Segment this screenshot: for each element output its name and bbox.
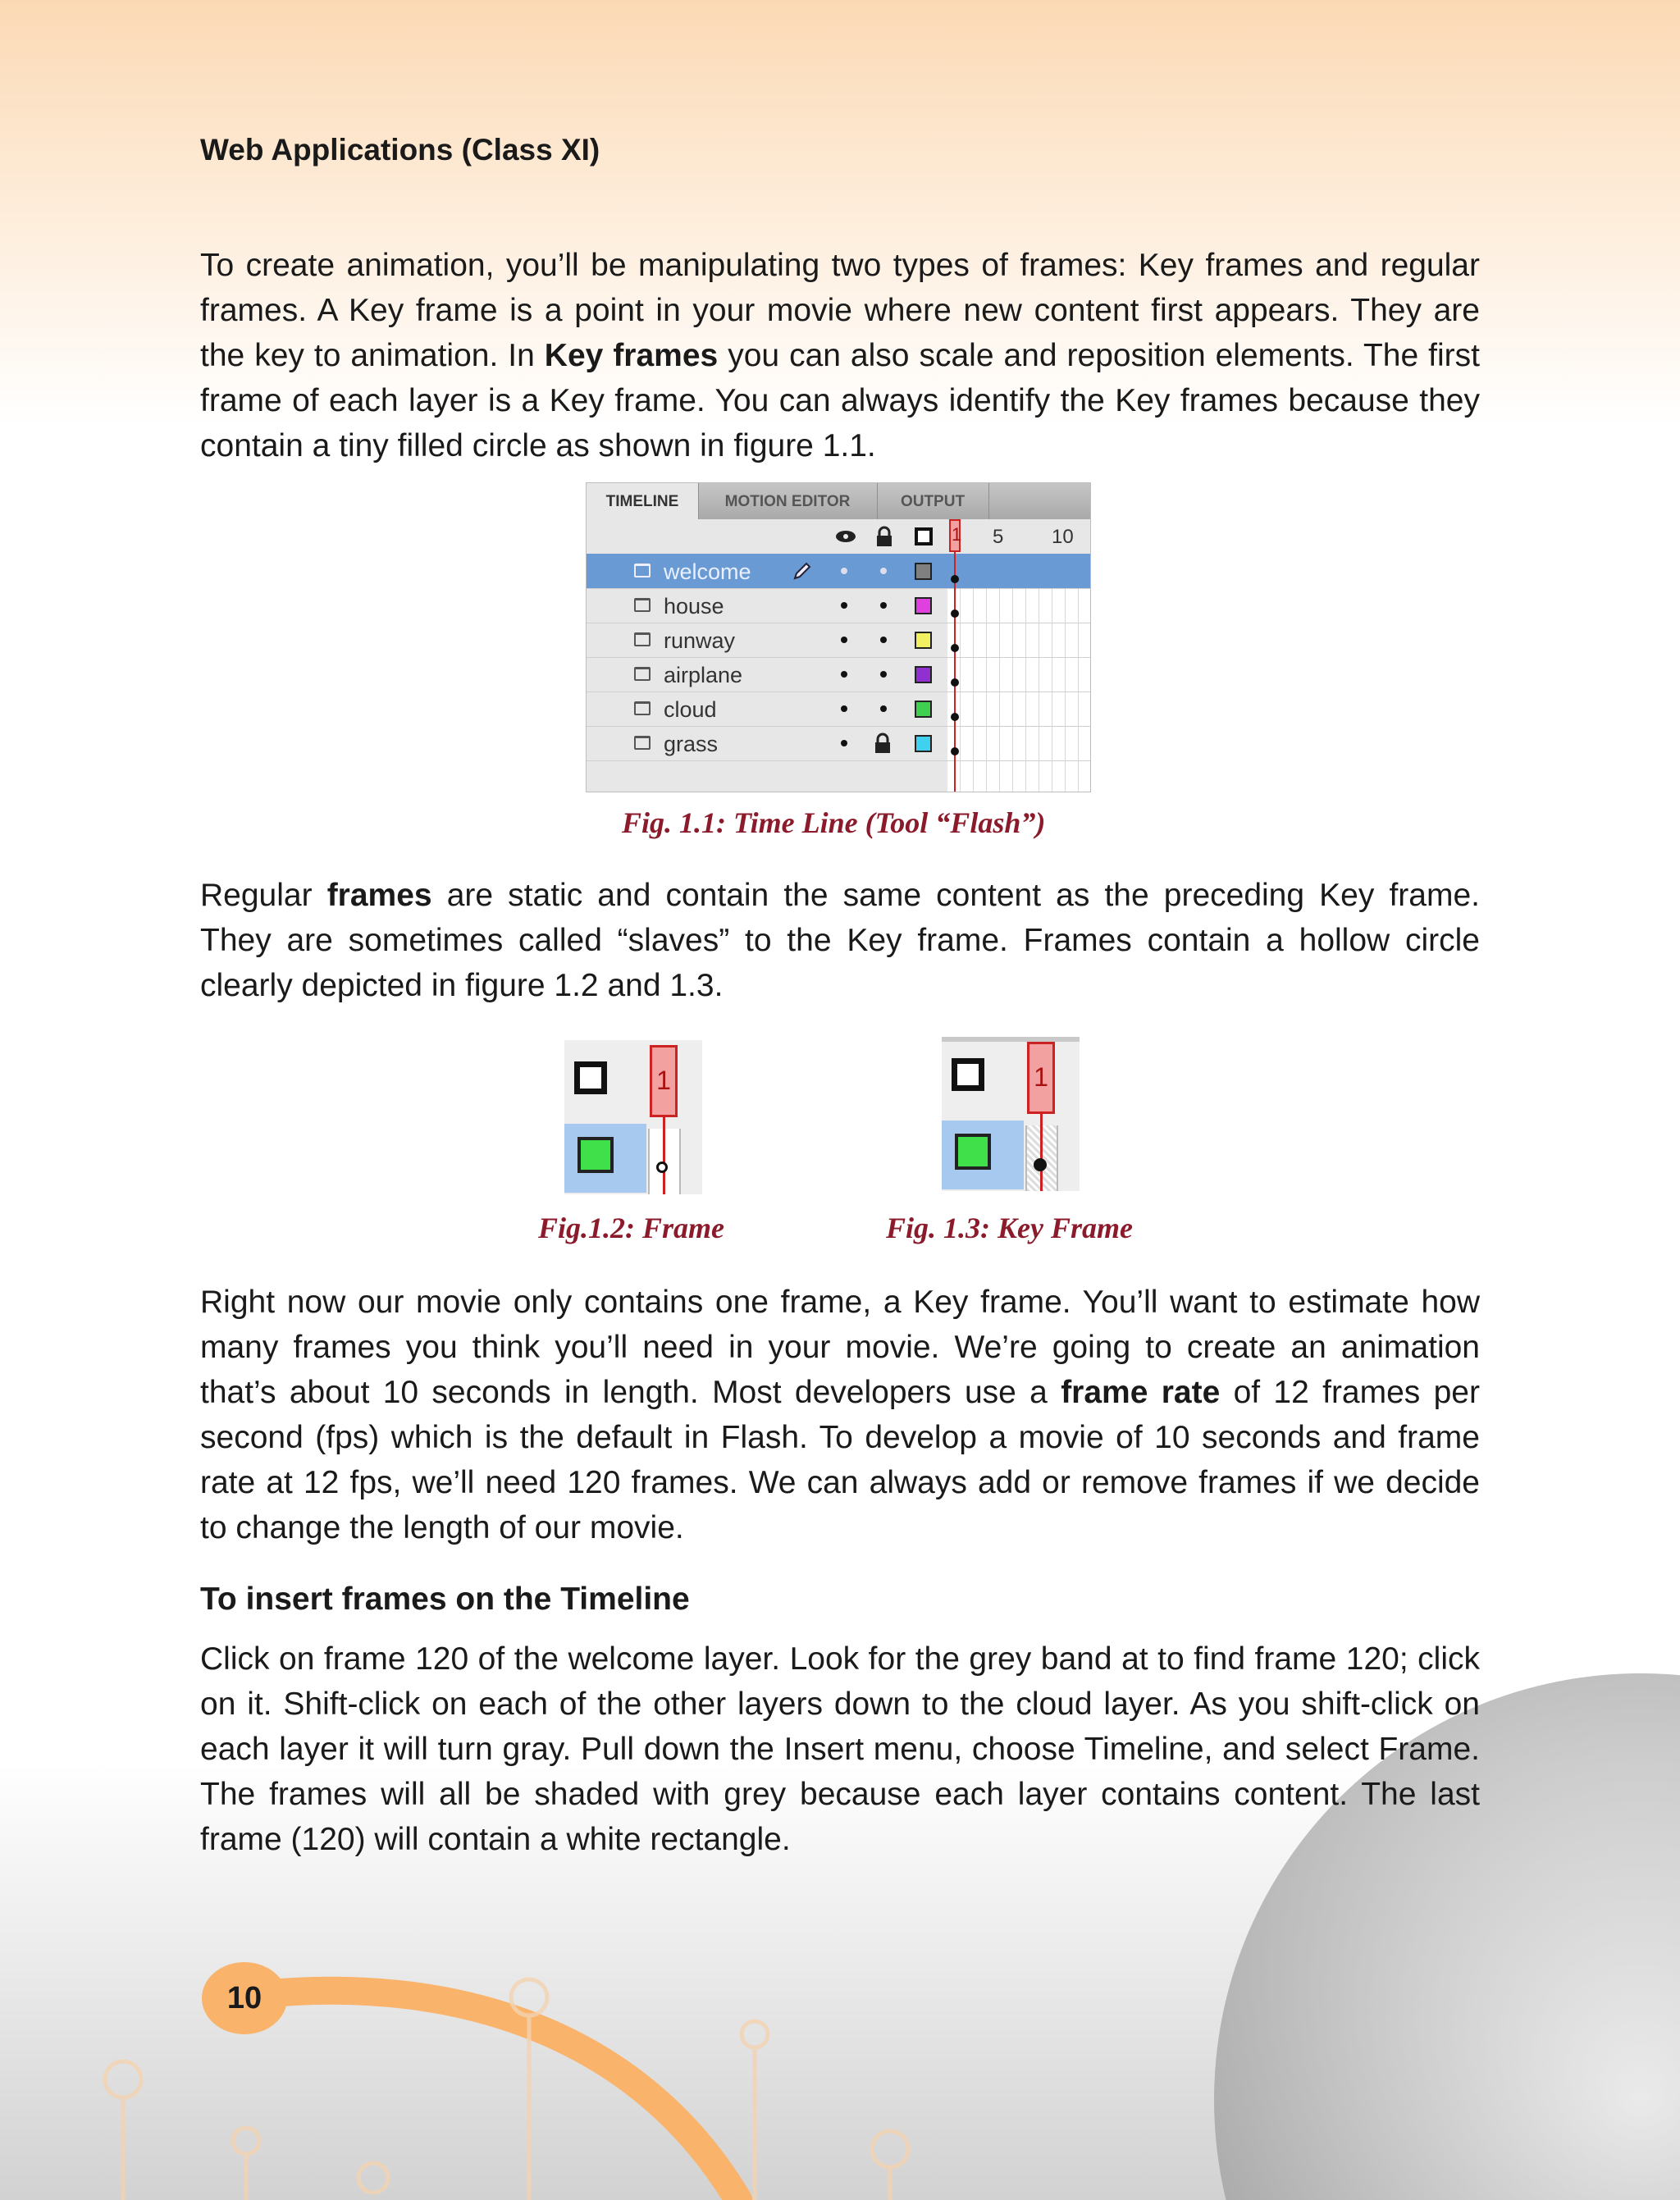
layer-row-cloud[interactable]	[587, 691, 1090, 727]
lock-icon[interactable]	[875, 526, 893, 547]
outline-icon[interactable]	[915, 527, 933, 545]
layer-icon	[634, 564, 651, 577]
layer-row-runway[interactable]	[587, 623, 1090, 658]
outline-icon	[574, 1061, 607, 1094]
layer-icon	[634, 632, 651, 646]
tab-output[interactable]: OUTPUT	[877, 483, 989, 519]
visibility-dot[interactable]	[841, 705, 847, 712]
visibility-dot[interactable]	[841, 568, 847, 574]
playhead-line	[954, 552, 956, 792]
layer-icon	[634, 598, 651, 612]
playhead-line	[1040, 1114, 1043, 1191]
figure-caption-1-2: Fig.1.2: Frame	[538, 1212, 725, 1244]
playhead: 1	[1027, 1042, 1055, 1114]
timeline-tabs	[587, 483, 1090, 519]
layer-name: runway	[664, 628, 736, 653]
paragraph-frame-rate: Right now our movie only contains one frame, a Key frame. You’ll want to estimate how many frames you think you’ll need in your movie. We’re going to create an animation that’s about 10 seconds in length. Most developers use a frame rate of 12 frames per second (fps) which is the default in Flash. To develop a movie of 10 seconds and frame rate at 12 fps, we’ll need 120 frames. We can always add or remove frames if we decide to change the length of our movie.	[200, 1285, 1480, 1545]
keyframe-dot	[951, 713, 959, 721]
lock-dot[interactable]	[880, 705, 887, 712]
layer-color-swatch[interactable]	[915, 735, 932, 752]
keyframe-dot	[951, 575, 959, 583]
keyframe-dot	[951, 609, 959, 618]
playhead: 1	[650, 1045, 678, 1117]
visibility-dot[interactable]	[841, 602, 847, 609]
playhead[interactable]	[949, 519, 961, 552]
layer-row-house[interactable]	[587, 588, 1090, 623]
layer-row-airplane[interactable]	[587, 657, 1090, 692]
frame-number-10: 10	[1052, 526, 1074, 548]
frame-figure	[564, 1040, 702, 1194]
layer-color-swatch	[578, 1137, 614, 1173]
lock-dot[interactable]	[880, 671, 887, 678]
playhead-line	[663, 1117, 665, 1194]
timeline-panel	[586, 482, 1091, 792]
figure-caption-1-1: Fig. 1.1: Time Line (Tool “Flash”)	[622, 806, 1046, 839]
tab-timeline[interactable]: TIMELINE	[587, 483, 699, 519]
filled-circle-icon	[1034, 1158, 1047, 1171]
eye-icon[interactable]	[835, 529, 856, 544]
tab-motion-editor[interactable]: MOTION EDITOR	[698, 483, 878, 519]
paragraph-key-frames: To create animation, you’ll be manipulating two types of frames: Key frames and regular frames. A Key frame is a point in your movie where new content first appears. They are the key to animation. In Key frames you can also scale and reposition elements. The first frame of each layer is a Key frame. You can always identify the Key frames because they contain a tiny filled circle as shown in figure 1.1.	[200, 248, 1480, 463]
layer-name: cloud	[664, 697, 717, 722]
lock-dot[interactable]	[880, 602, 887, 609]
subheading-insert-frames: To insert frames on the Timeline	[200, 1582, 690, 1617]
layer-icon	[634, 667, 651, 681]
page-number: 10	[202, 1962, 287, 2034]
pencil-icon	[792, 560, 813, 582]
timeline-header	[587, 519, 1090, 554]
layer-color-swatch[interactable]	[915, 597, 932, 614]
visibility-dot[interactable]	[841, 637, 847, 643]
layer-name: house	[664, 594, 724, 618]
paragraph-insert-frames: Click on frame 120 of the welcome layer. Look for the grey band at to find frame 120; click on it. Shift-click on each of the other layers down to the cloud layer. As you shift-click on each layer it will turn gray. Pull down the Insert menu, choose Timeline, and select Frame. The frames will all be shaded with grey because each layer contains content. The last frame (120) will contain a white rectangle.	[200, 1641, 1480, 1857]
top-border	[942, 1037, 1080, 1042]
frame-number-1: 1	[952, 524, 962, 545]
key-frame-figure	[942, 1037, 1080, 1191]
bold-frames: frames	[326, 878, 432, 913]
visibility-dot[interactable]	[841, 671, 847, 678]
keyframe-dot	[951, 747, 959, 755]
layer-color-swatch[interactable]	[915, 563, 932, 580]
bold-frame-rate: frame rate	[1061, 1375, 1221, 1410]
paragraph-regular-frames: Regular frames are static and contain the same content as the preceding Key frame. They are sometimes called “slaves” to the Key frame. Frames contain a hollow circle clearly depicted in figure 1.2 and 1.3.	[200, 878, 1480, 1003]
layer-name: grass	[664, 732, 719, 756]
layer-lock-icon[interactable]	[874, 733, 892, 754]
layer-color-swatch[interactable]	[915, 666, 932, 683]
lock-dot[interactable]	[880, 568, 887, 574]
visibility-dot[interactable]	[841, 740, 847, 746]
hollow-circle-icon	[656, 1162, 668, 1173]
layer-row-welcome[interactable]	[587, 554, 1090, 589]
outline-icon	[952, 1058, 984, 1091]
frame-number-5: 5	[993, 526, 1004, 548]
layer-row-grass[interactable]	[587, 726, 1090, 761]
layer-color-swatch[interactable]	[915, 632, 932, 649]
layer-color-swatch[interactable]	[915, 701, 932, 718]
lock-dot[interactable]	[880, 637, 887, 643]
bold-key-frames: Key frames	[544, 338, 719, 373]
figure-caption-1-3: Fig. 1.3: Key Frame	[886, 1212, 1133, 1244]
layer-name: welcome	[664, 559, 751, 584]
layer-icon	[634, 701, 651, 715]
keyframe-dot	[951, 678, 959, 687]
layer-name: airplane	[664, 663, 743, 687]
keyframe-dot	[951, 644, 959, 652]
running-header: Web Applications (Class XI)	[200, 133, 600, 167]
layer-icon	[634, 736, 651, 750]
layer-color-swatch	[955, 1134, 991, 1170]
